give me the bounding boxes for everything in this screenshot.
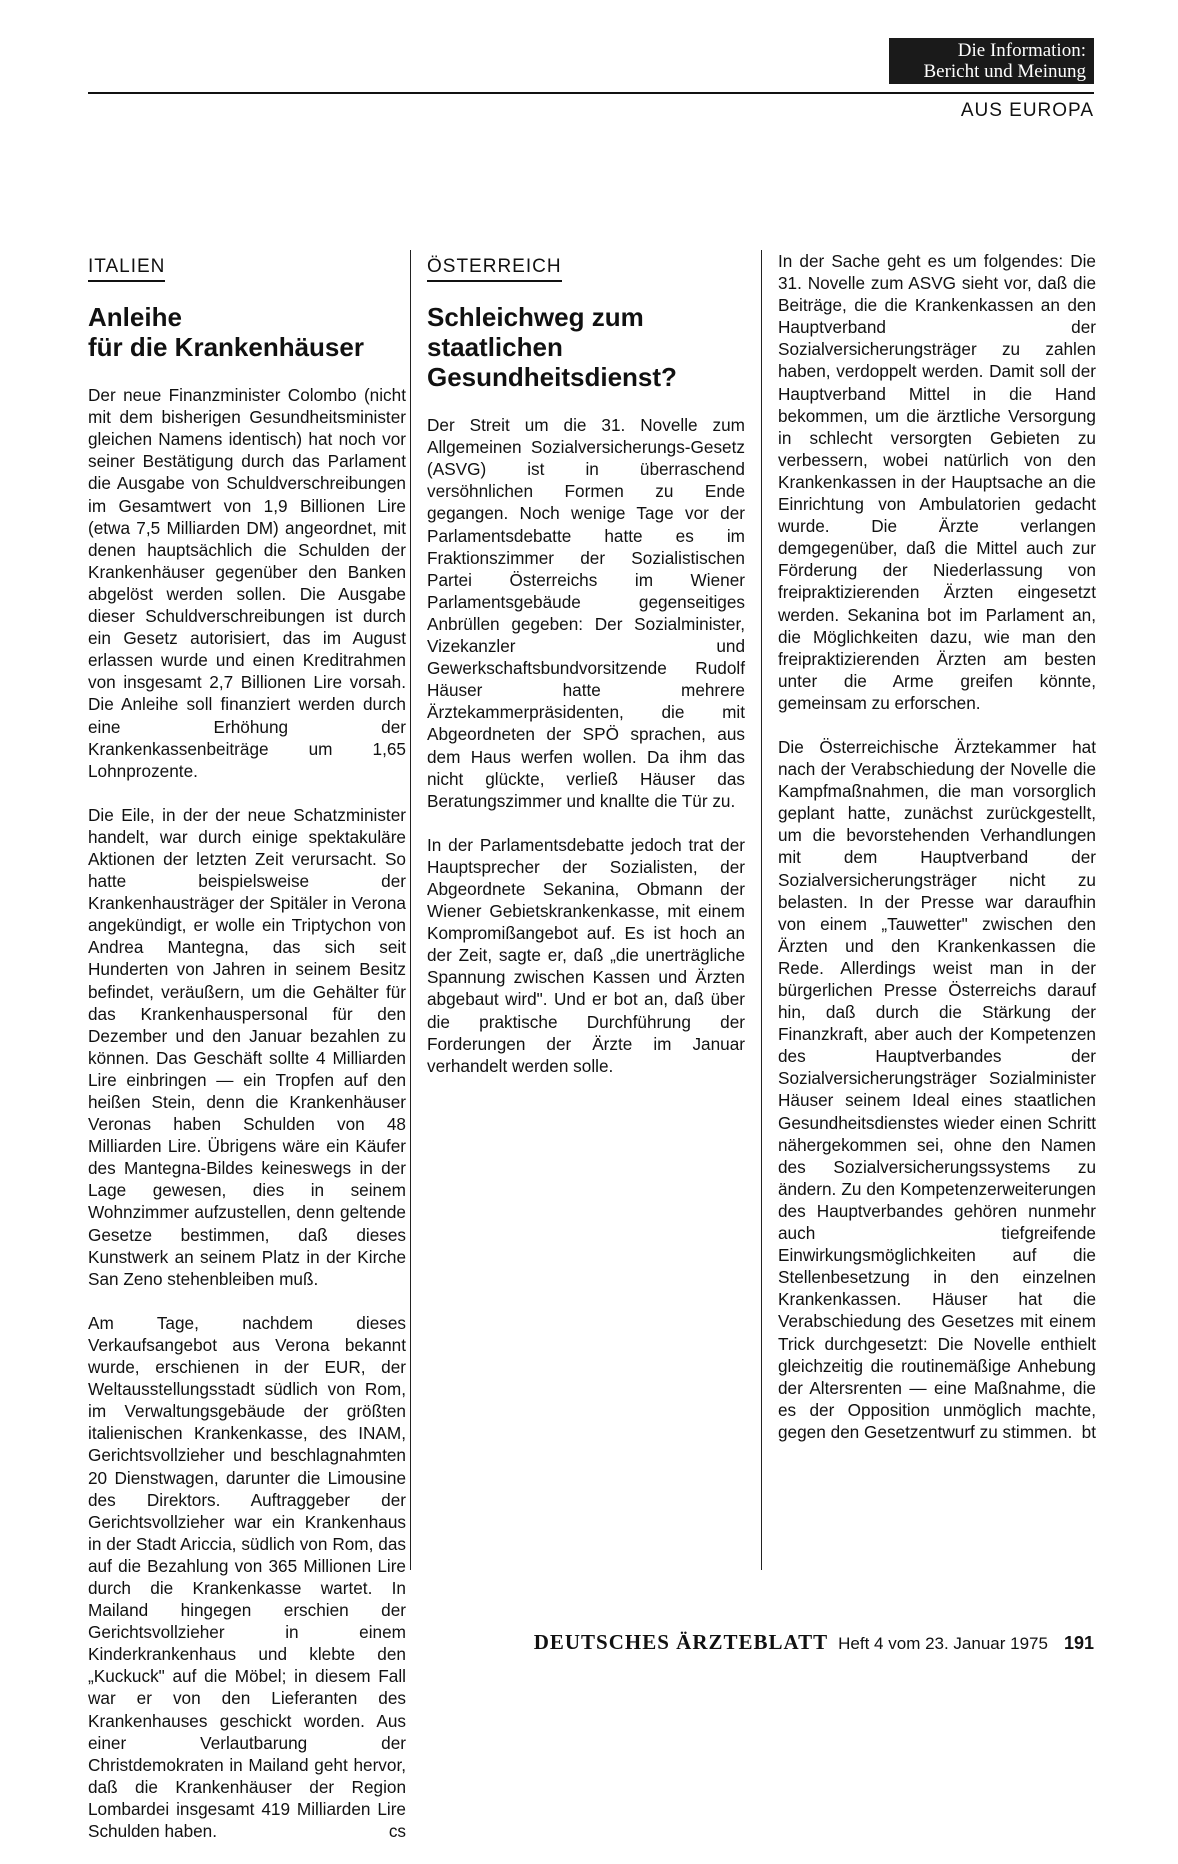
article2-title-line3: Gesundheitsdienst? (427, 362, 677, 393)
section-label: AUS EUROPA (960, 100, 1094, 121)
article2-paragraph-3: In der Sache geht es um folgendes: Die 31. Novelle zum ASVG sieht vor, daß die Beiträge, die die Krankenkassen an den Hauptverband der Sozialversicherungsträger zu zahlen haben, verdoppelt werden. Damit soll der Hauptverband Mittel in die Hand bekommen, um die ärztliche Versorgung in schlecht versorgten Gebieten zu verbessern, wobei natürlich von den Krankenkassen in der Hauptsache an die Einrichtung von Ambulatorien gedacht wurde. Die Ärzte verlangen demgegenüber, daß die Mittel auch zur Förderung der Niederlassung von freipraktizierenden Ärzten eingesetzt werden. Sekanina bot im Parlament an, die Möglichkeiten dazu, wie man den freipraktizierenden Ärzten am besten unter die Arme greifen könnte, gemeinsam zu erforschen. (778, 251, 1096, 713)
article2-paragraph-2: In der Parlamentsdebatte jedoch trat der Hauptsprecher der Sozialisten, der Abgeordnete Sekanina, Obmann der Wiener Gebietskrankenkasse, mit einem Kompromißangebot auf. Es ist hoch an der Zeit, sagte er, daß „die unerträgliche Spannung zwischen Kassen und Ärzten abgebaut wird". Und er bot an, daß über die praktische Durchführung der Forderungen der Ärzte im Januar verhandelt werden solle. (427, 834, 745, 1076)
article1-title (88, 302, 406, 362)
article2-kicker: ÖSTERREICH (427, 256, 562, 282)
column-3 (778, 250, 1096, 1465)
article2-paragraph-4-text: Die Österreichische Ärztekammer hat nach der Verabschiedung der Novelle die Kampfmaßnahmen, die man vorsorglich geplant hatte, zunächst zurückgestellt, um die bevorstehenden Verhandlungen mit dem Hauptverband der Sozialversicherungsträger nicht zu belasten. In der Presse war daraufhin von einem „Tauwetter" zwischen den Ärzten und den Krankenkassen die Rede. Allerdings weist man in der bürgerlichen Presse Österreichs darauf hin, daß durch die Stärkung der Finanzkraft, aber auch der Kompetenzen des Hauptverbandes der Sozialversicherungsträger Sozialminister Häuser seinem Ideal eines staatlichen Gesundheitsdienstes wieder einen Schritt nähergekommen sei, ohne den Namen des Sozialversicherungssystems zu ändern. Zu den Kompetenzerweiterungen des Hauptverbandes gehören nunmehr auch tiefgreifende Einwirkungsmöglichkeiten auf die Stellenbesetzung in den einzelnen Krankenkassen. Häuser hat die Verabschiedung des Gesetzes mit einem Trick durchgesetzt: Die Novelle enthielt gleichzeitig die routinemäßige Anhebung der Altersrenten — eine Maßnahme, die es der Opposition unmöglich machte, gegen den Gesetzentwurf zu stimmen. (778, 736, 1096, 1442)
article1-paragraph-1: Der neue Finanzminister Colombo (nicht mit dem bisherigen Gesundheitsminister gleichen Namens identisch) hat noch vor seiner Bestätigung durch das Parlament die Ausgabe von Schuldverschreibungen im Gesamtwert von 1,9 Billionen Lire (etwa 7,5 Milliarden DM) angeordnet, mit denen hauptsächlich die Schulden der Krankenhäuser gegenüber den Banken abgelöst werden sollen. Die Ausgabe dieser Schuldverschreibungen ist durch ein Gesetz autorisiert, das im August erlassen wurde und einen Kreditrahmen von insgesamt 2,7 Billionen Lire vorsah. Die Anleihe soll finanziert werden durch eine Erhöhung der Krankenkassenbeiträge um 1,65 Lohnprozente. (88, 385, 406, 781)
header-box-line2: Bericht und Meinung (923, 61, 1086, 82)
header-box-line1: Die Information: (957, 40, 1086, 61)
footer-page-number: 191 (1063, 1633, 1094, 1653)
page-footer (468, 1630, 1094, 1655)
article1-paragraph-3 (88, 1312, 406, 1842)
header-rule (88, 92, 1094, 94)
article2-paragraph-4 (778, 736, 1096, 1443)
article1-title-line2: für die Krankenhäuser (88, 332, 364, 363)
article1-title-line1: Anleihe (88, 302, 182, 333)
article2-title-line2: staatlichen (427, 332, 563, 363)
column-divider-2 (761, 250, 762, 1570)
header-box (889, 38, 1094, 84)
article2-signature: bt (1081, 1421, 1096, 1442)
column-2 (427, 250, 745, 1099)
article1-signature: cs (388, 1821, 406, 1841)
article1-kicker: ITALIEN (88, 256, 165, 282)
article1-paragraph-2: Die Eile, in der der neue Schatzminister handelt, war durch einige spektakuläre Aktionen der letzten Zeit verursacht. So hatte beispielsweise der Krankenhausträger der Spitäler in Verona angekündigt, er wolle ein Triptychon von Andrea Mantegna, das sich seit Hunderten von Jahren in seinem Besitz befindet, veräußern, um die Gehälter für das Krankenhauspersonal für den Dezember und den Januar bezahlen zu können. Das Geschäft sollte 4 Milliarden Lire einbringen — ein Tropfen auf den heißen Stein, denn die Krankenhäuser Veronas haben Schulden von 48 Milliarden Lire. Übrigens wäre ein Käufer des Mantegna-Bildes keineswegs in der Lage gewesen, dies in seinem Wohnzimmer aufzustellen, denn geltende Gesetze bestimmen, daß dieses Kunstwerk an seinem Platz in der Kirche San Zeno stehenbleiben muß. (88, 804, 406, 1289)
footer-brand: DEUTSCHES ÄRZTEBLATT (533, 1630, 829, 1654)
footer-issue: Heft 4 vom 23. Januar 1975 (838, 1634, 1048, 1653)
article2-title (427, 302, 745, 392)
article1-paragraph-3-text: Am Tage, nachdem dieses Verkaufsangebot aus Verona bekannt wurde, erschienen in der EUR, der Weltausstellungsstadt südlich von Rom, im Verwaltungsgebäude der größten italienischen Krankenkasse, des INAM, Gerichtsvollzieher und beschlagnahmten 20 Dienstwagen, darunter die Limousine des Direktors. Auftraggeber der Gerichtsvollzieher war ein Krankenhaus in der Stadt Ariccia, südlich von Rom, das auf die Bezahlung von 365 Millionen Lire durch die Krankenkasse wartet. In Mailand hingegen erschien der Gerichtsvollzieher in einem Kinderkrankenhaus und klebte den „Kuckuck" auf die Möbel; in diesem Fall war er von den Lieferanten des Krankenhauses geschickt worden. Aus einer Verlautbarung der Christdemokraten in Mailand geht hervor, daß die Krankenhäuser der Region Lombardei insgesamt 419 Milliarden Lire Schulden haben. (88, 1312, 406, 1841)
column-1 (88, 250, 406, 1864)
article2-paragraph-1: Der Streit um die 31. Novelle zum Allgemeinen Sozialversicherungs-Gesetz (ASVG) ist in überraschend versöhnlichen Formen zu Ende gegangen. Noch wenige Tage vor der Parlamentsdebatte hatte es im Fraktionszimmer der Sozialistischen Partei Österreichs im Wiener Parlamentsgebäude gegenseitiges Anbrüllen gegeben: Der Sozialminister, Vizekanzler und Gewerkschaftsbundvorsitzende Rudolf Häuser hatte mehrere Ärztekammerpräsidenten, die mit Abgeordneten der SPÖ sprachen, aus dem Haus werfen wollen. Da ihm das nicht glückte, verließ Häuser das Beratungszimmer und knallte die Tür zu. (427, 415, 745, 811)
column-divider-1 (410, 250, 411, 1570)
article2-title-line1: Schleichweg zum (427, 302, 644, 333)
